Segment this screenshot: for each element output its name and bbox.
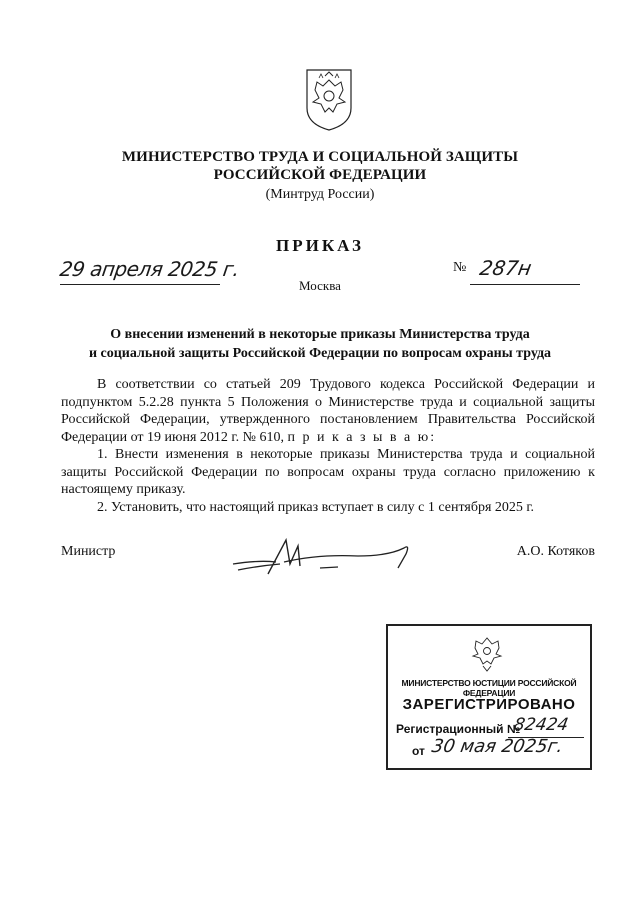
ministry-header <box>0 148 640 205</box>
subject-line2: и социальной защиты Российской Федерации по вопросам охраны труда <box>88 346 552 361</box>
ministry-name-line2: РОССИЙСКОЙ ФЕДЕРАЦИИ <box>213 167 427 183</box>
order-subject <box>30 325 610 363</box>
stamp-date-handwritten: 30 мая 2025г. <box>430 736 565 757</box>
item-2: 2. Установить, что настоящий приказ вступает в силу с 1 сентября 2025 г. <box>97 499 535 515</box>
document-title: ПРИКАЗ <box>276 236 364 255</box>
number-sign: № <box>453 260 467 275</box>
stamp-registered-label: ЗАРЕГИСТРИРОВАНО <box>402 696 576 713</box>
order-word: п р и к а з ы в а ю: <box>287 429 437 445</box>
order-number-handwritten: 287н <box>477 256 534 280</box>
subject-line1: О внесении изменений в некоторые приказы Министерства труда <box>110 327 530 342</box>
coat-of-arms-icon <box>299 64 359 132</box>
order-date-handwritten: 29 апреля 2025 г. <box>58 257 241 281</box>
signatory-name: А.О. Котяков <box>516 544 595 559</box>
signatory-title: Министр <box>61 544 116 559</box>
stamp-coat-of-arms-icon <box>468 634 506 674</box>
stamp-ministry-name: МИНИСТЕРСТВО ЮСТИЦИИ РОССИЙСКОЙ ФЕДЕРАЦИИ <box>401 678 577 698</box>
item-1: 1. Внести изменения в некоторые приказы Министерства труда и социальной защиты Российской Федерации по вопросам охраны труда согласно приложению к настоящему приказу. <box>61 447 595 497</box>
registration-stamp <box>386 624 592 770</box>
stamp-reg-number-label: Регистрационный № <box>396 722 521 736</box>
ministry-name-line1: МИНИСТЕРСТВО ТРУДА И СОЦИАЛЬНОЙ ЗАЩИТЫ <box>121 149 519 165</box>
stamp-from-label: от <box>412 744 425 758</box>
handwritten-signature <box>228 534 418 584</box>
stamp-reg-number-handwritten: 82424 <box>512 715 570 735</box>
preamble-paragraph <box>61 376 595 446</box>
preamble-text: В соответствии со статьей 209 Трудового кодекса Российской Федерации и подпунктом 5.2.28 пункта 5 Положения о Министерстве труда и социальной защиты Российской Федерации, утвержденного постановлением Правительства Российской Федерации от 19 июня 2012 г. № 610, <box>61 377 595 445</box>
ministry-short-name: (Минтруд России) <box>265 187 375 202</box>
city-label: Москва <box>299 278 341 293</box>
order-body <box>61 376 595 516</box>
